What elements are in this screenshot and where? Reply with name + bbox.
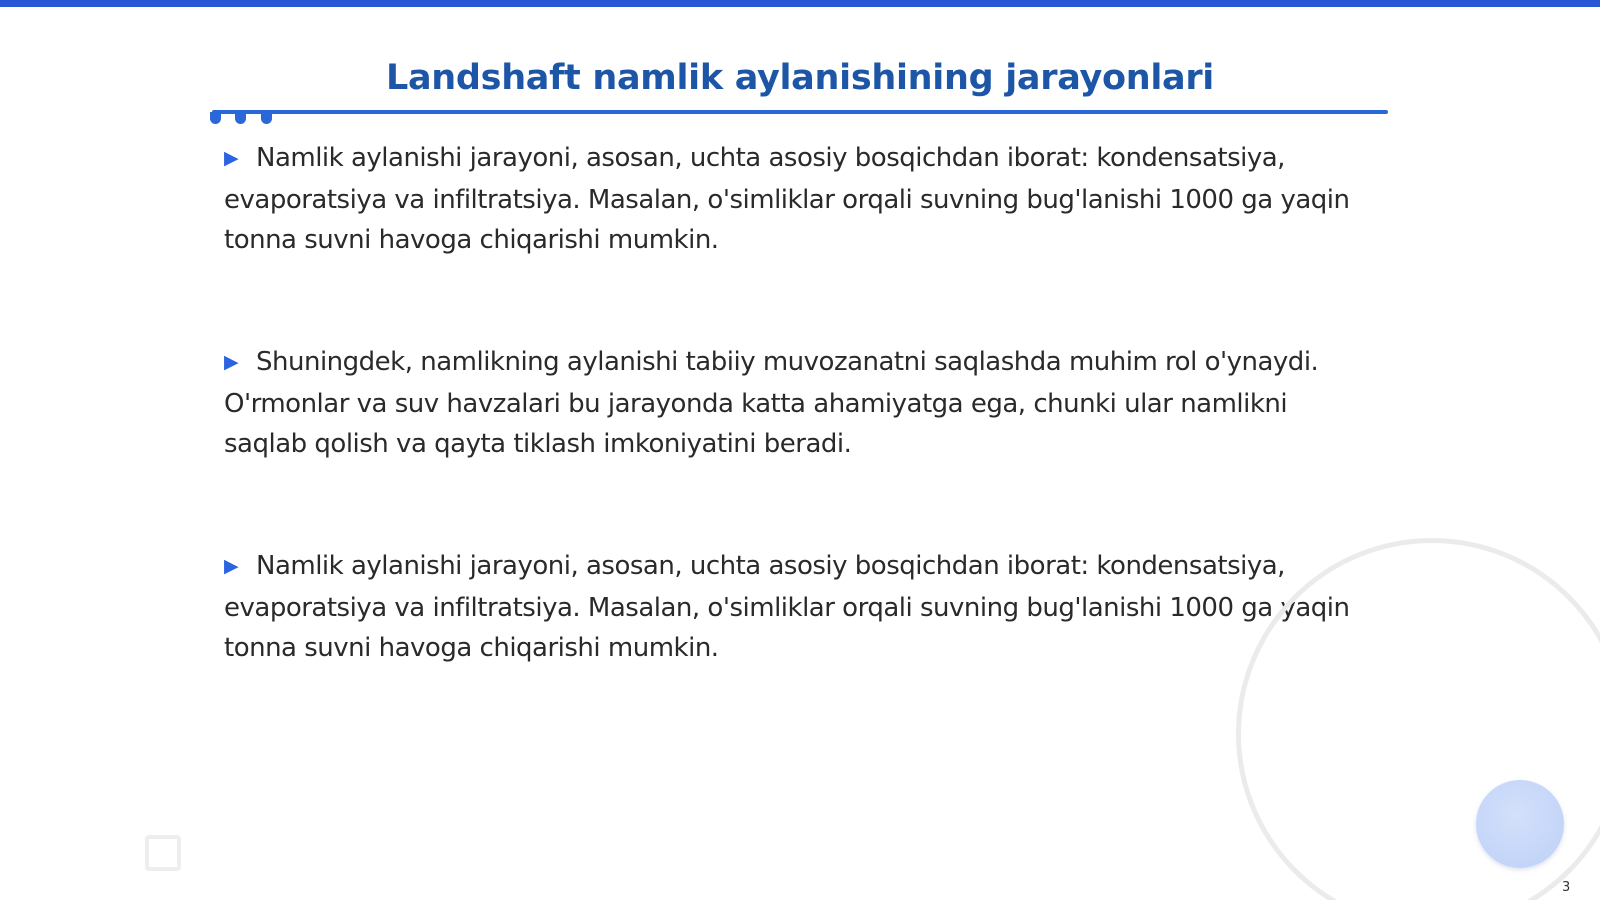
top-accent-bar xyxy=(0,0,1600,7)
bullet-item xyxy=(224,342,1364,464)
bullet-item xyxy=(224,138,1364,260)
bullet-text: Shuningdek, namlikning aylanishi tabiiy muvozanatni saqlashda muhim rol o'ynaydi. O'rmonlar va suv havzalari bu jarayonda katta ahamiyatga ega, chunki ular namlikni saqlab qolish va qayta tiklash imkoniyatini beradi. xyxy=(224,347,1319,459)
decorative-dot xyxy=(210,112,221,124)
bullet-text: Namlik aylanishi jarayoni, asosan, uchta asosiy bosqichdan iborat: kondensatsiya, evaporatsiya va infiltratsiya. Masalan, o'simliklar orqali suvning bug'lanishi 1000 ga yaqin tonna suvni havoga chiqarishi mumkin. xyxy=(224,143,1350,255)
decorative-dot xyxy=(261,112,272,124)
title-underline xyxy=(212,110,1388,114)
page-number: 3 xyxy=(1562,880,1571,895)
decorative-square xyxy=(145,835,181,871)
decorative-circle xyxy=(1476,780,1564,868)
decorative-dot xyxy=(235,112,246,124)
slide-title: Landshaft namlik aylanishining jarayonlari xyxy=(385,58,1215,98)
bullet-text: Namlik aylanishi jarayoni, asosan, uchta asosiy bosqichdan iborat: kondensatsiya, evaporatsiya va infiltratsiya. Masalan, o'simliklar orqali suvning bug'lanishi 1000 ga yaqin tonna suvni havoga chiqarishi mumkin. xyxy=(224,551,1350,663)
triangle-bullet-icon: ▶ xyxy=(224,147,239,169)
bullet-list xyxy=(224,138,1364,750)
bullet-item xyxy=(224,546,1364,668)
triangle-bullet-icon: ▶ xyxy=(224,351,239,373)
triangle-bullet-icon: ▶ xyxy=(224,555,239,577)
